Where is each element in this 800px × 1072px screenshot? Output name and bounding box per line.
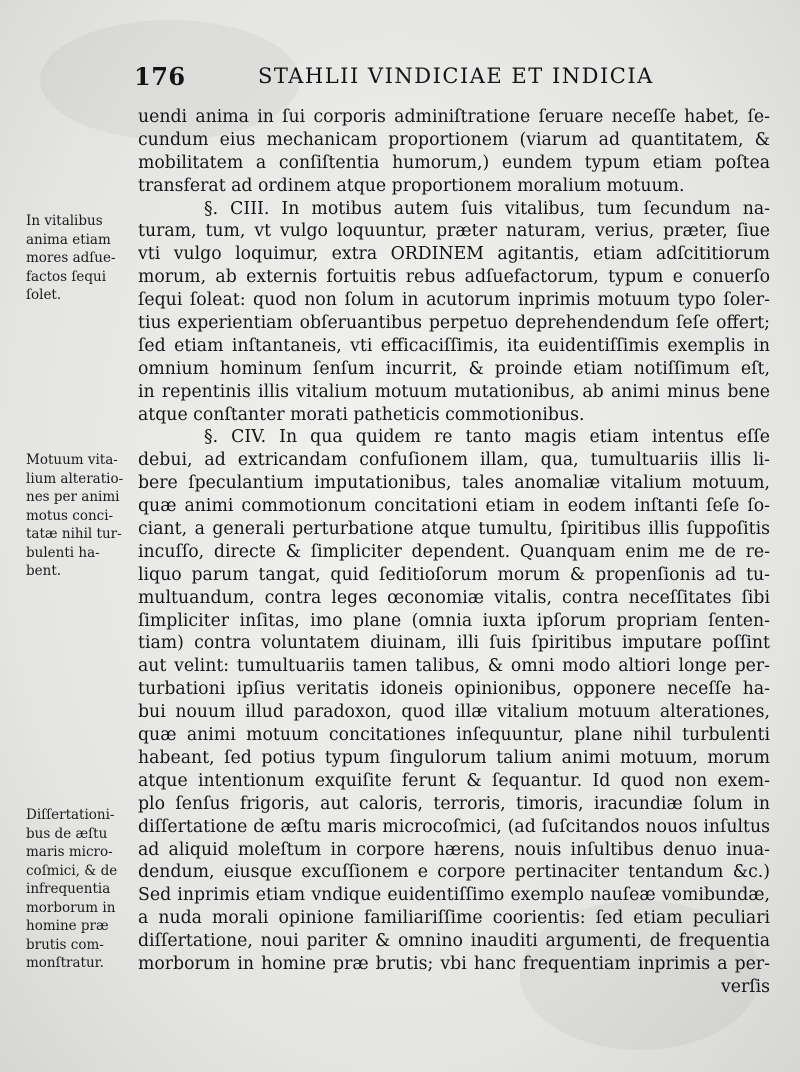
text-line: uendi anima in ſui corporis adminiſtratione ſeruare neceſſe habet, ſe- bbox=[138, 107, 770, 127]
text-line: turam, tum, vt vulgo loquuntur, præter naturam, verius, præter, ſiue bbox=[138, 221, 770, 242]
text-line: tiam) contra voluntatem diuinam, illi ſuis ſpiritibus imputare poſſint bbox=[138, 633, 770, 654]
margin-note-line: coſmici, & de bbox=[26, 862, 118, 879]
text-line: quæ animi commotionum concitationi etiam in eodem inſtanti ſeſe ſo- bbox=[138, 496, 770, 517]
text-line: ſimpliciter inſitas, imo plane (omnia iuxta ipſorum propriam ſenten- bbox=[138, 610, 770, 631]
margin-note-line: bulenti ha- bbox=[26, 544, 100, 561]
text-line: Sed inprimis etiam vndique euidentiſſimo exemplo nauſeæ vomibundæ, bbox=[138, 885, 770, 906]
margin-note-line: homine præ bbox=[26, 918, 109, 934]
text-line: ſequi ſoleat: quod non ſolum in acutorum inprimis motuum typo ſoler- bbox=[138, 290, 770, 311]
margin-note-dissertationibus bbox=[26, 806, 136, 973]
text-line: ad aliquid moleſtum in corpore hærens, nouis inſultibus denuo inua- bbox=[138, 839, 770, 860]
margin-note-line: mores adſue- bbox=[26, 250, 116, 266]
margin-note-vitalibus bbox=[26, 212, 136, 305]
text-line: atque conſtanter morati patheticis commotionibus. bbox=[138, 404, 585, 425]
running-head: STAHLII VINDICIAE ET INDICIA bbox=[258, 64, 654, 88]
section-heading-line: §. CIII. In motibus autem ſuis vitalibus, tum ſecundum na- bbox=[204, 198, 770, 219]
text-line: quæ animi motuum concitationes inſequuntur, plane nihil turbulenti bbox=[138, 725, 770, 746]
text-line: liquo parum tangat, quid ſeditioſorum morum & propenſionis ad tu- bbox=[138, 564, 770, 585]
text-line: bui nouum illud paradoxon, quod illæ vitalium motuum alterationes, bbox=[138, 702, 770, 723]
page-number: 176 bbox=[134, 62, 186, 91]
margin-note-line: bent. bbox=[26, 563, 62, 579]
text-line: a nuda morali opinione familiariſſime coorientis: ſed etiam peculiari bbox=[138, 908, 770, 929]
text-line: diſſertatione, noui pariter & omnino inauditi argumenti, de frequentia bbox=[138, 931, 770, 952]
text-line: morum, ab externis fortuitis rebus adſuefactorum, typum e conuerſo bbox=[138, 267, 770, 288]
margin-note-line: ſolet. bbox=[26, 287, 62, 303]
text-line: transferat ad ordinem atque proportionem moralium motuum. bbox=[138, 175, 685, 196]
margin-note-line: maris micro- bbox=[26, 844, 113, 860]
text-line: multuandum, contra leges œconomiæ vitalis, contra neceſſitates ſibi bbox=[138, 587, 770, 608]
text-line: in repentinis illis vitalium motuum mutationibus, ab animi minus bene bbox=[138, 381, 770, 402]
section-heading-line: §. CIV. In qua quidem re tanto magis etiam intentus eſſe bbox=[204, 427, 770, 448]
margin-note-line: lium alteratio- bbox=[26, 470, 124, 487]
text-line: debui, ad extricandam confuſionem illam, qua, tumultuariis illis li- bbox=[138, 450, 770, 471]
text-line: cundum eius mechanicam proportionem (viarum ad quantitatem, & bbox=[138, 129, 770, 150]
margin-note-motuum bbox=[26, 451, 136, 581]
margin-note-line: bus de æſtu bbox=[26, 825, 108, 842]
text-line: omnium hominum ſenſum incurrit, & proinde etiam notiſſimum eſt, bbox=[138, 358, 770, 379]
margin-note-line: motus conci- bbox=[26, 507, 114, 524]
margin-note-line: anima etiam bbox=[26, 231, 111, 248]
page-header bbox=[134, 62, 774, 96]
text-line: incuſſo, directe & ſimpliciter dependent. Quanquam enim me de re- bbox=[138, 541, 770, 562]
text-line: tius experientiam obſeruantibus perpetuo deprehendendum ſeſe offert; bbox=[138, 313, 770, 334]
margin-note-line: nes per animi bbox=[26, 489, 120, 505]
margin-note-line: morborum in bbox=[26, 899, 116, 916]
text-line: vti vulgo loquimur, extra ORDINEM agitantis, etiam adſcititiorum bbox=[138, 244, 770, 265]
text-line: ciant, a generali perturbatione atque tumultu, ſpiritibus illis ſuppoſitis bbox=[138, 519, 770, 540]
text-line: diſſertatione de æſtu maris microcoſmici, (ad ſuſcitandos nouos inſultus bbox=[138, 816, 770, 837]
margin-note-line: brutis com- bbox=[26, 936, 104, 953]
margin-note-line: tatæ nihil tur- bbox=[26, 526, 122, 542]
text-line: plo ſenſus frigoris, aut caloris, terroris, timoris, iracundiæ ſolum in bbox=[138, 793, 770, 814]
text-line: bere ſpeculantium imputationibus, tales anomaliæ vitalium motuum, bbox=[138, 473, 770, 494]
text-line: turbationi ipſius veritatis idoneis opinionibus, opponere neceſſe ha- bbox=[138, 679, 770, 700]
margin-note-line: Diſſertationi- bbox=[26, 807, 115, 823]
text-line: morborum in homine præ brutis; vbi hanc frequentiam inprimis a per- bbox=[138, 953, 770, 974]
margin-note-line: monſtratur. bbox=[26, 955, 104, 971]
text-line: atque intentionum exquiſite ferunt & ſequantur. Id quod non exem- bbox=[138, 770, 770, 791]
body-text bbox=[138, 106, 770, 999]
catchword: verſis bbox=[720, 976, 770, 997]
margin-note-line: In vitalibus bbox=[26, 213, 103, 229]
text-line: dendum, eiusque excuſſionem e corpore pertinaciter tentandum &c.) bbox=[138, 862, 770, 883]
text-line: aut velint: tumultuariis tamen talibus, & omni modo altiori longe per- bbox=[138, 656, 770, 677]
text-line: mobilitatem a conſiſtentia humorum,) eundem typum etiam poſtea bbox=[138, 152, 770, 173]
margin-note-line: infrequentia bbox=[26, 881, 111, 897]
margin-note-line: factos ſequi bbox=[26, 268, 107, 285]
text-line: habeant, ſed potius typum ſingulorum talium animi motuum, morum bbox=[138, 747, 770, 768]
text-line: ſed etiam inſtantaneis, vti efficaciſſimis, ita euidentiſſimis exemplis in bbox=[138, 335, 770, 356]
margin-note-line: Motuum vita- bbox=[26, 452, 118, 468]
